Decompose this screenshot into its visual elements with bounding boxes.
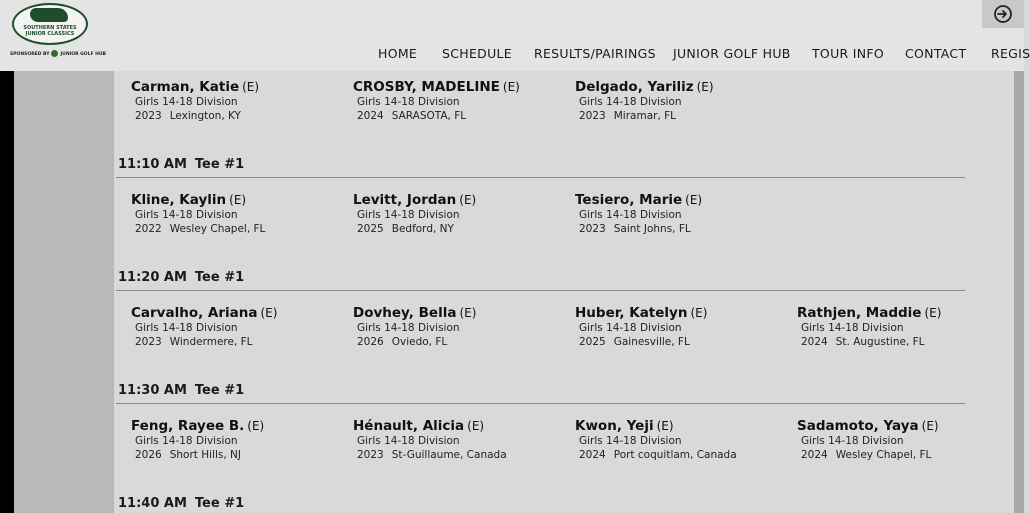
player-card — [353, 418, 507, 462]
player-info: 2024 Port coquitlam, Canada — [579, 449, 737, 461]
scrollbar[interactable] — [1014, 71, 1024, 513]
player-card — [575, 418, 737, 462]
tee-time-heading — [118, 496, 244, 511]
player-division: Girls 14-18 Division — [135, 435, 238, 447]
player-info: 2025 Bedford, NY — [357, 223, 454, 235]
player-card — [353, 79, 520, 123]
logo-sponsor — [10, 50, 106, 57]
player-card — [131, 79, 259, 123]
player-name[interactable]: Huber, Katelyn (E) — [575, 305, 708, 321]
player-name[interactable]: Levitt, Jordan (E) — [353, 192, 477, 208]
junior-golf-hub-icon — [51, 50, 58, 57]
nav-tour-info[interactable]: TOUR INFO — [812, 46, 885, 61]
player-card — [131, 305, 277, 349]
player-info: 2022 Wesley Chapel, FL — [135, 223, 266, 235]
player-name[interactable]: Kline, Kaylin (E) — [131, 192, 247, 208]
player-division: Girls 14-18 Division — [579, 209, 682, 221]
player-division: Girls 14-18 Division — [357, 96, 460, 108]
player-division: Girls 14-18 Division — [579, 96, 682, 108]
divider — [116, 290, 965, 291]
player-name[interactable]: Kwon, Yeji (E) — [575, 418, 674, 434]
player-card — [575, 79, 714, 123]
player-name[interactable]: CROSBY, MADELINE (E) — [353, 79, 520, 95]
player-card — [353, 305, 476, 349]
tee-time-heading — [118, 383, 244, 398]
logo-line2: JUNIOR CLASSICS — [25, 31, 75, 37]
player-name[interactable]: Carvalho, Ariana (E) — [131, 305, 278, 321]
player-card — [797, 305, 941, 349]
player-name[interactable]: Sadamoto, Yaya (E) — [797, 418, 939, 434]
player-division: Girls 14-18 Division — [135, 209, 238, 221]
player-name[interactable]: Tesiero, Marie (E) — [575, 192, 703, 208]
player-division: Girls 14-18 Division — [357, 209, 460, 221]
player-info: 2024 Wesley Chapel, FL — [801, 449, 932, 461]
player-name[interactable]: Delgado, Yariliz (E) — [575, 79, 714, 95]
dog-icon — [30, 8, 68, 22]
player-division: Girls 14-18 Division — [135, 322, 238, 334]
divider — [116, 403, 965, 404]
player-division: Girls 14-18 Division — [579, 435, 682, 447]
player-info: 2025 Gainesville, FL — [579, 336, 690, 348]
tee-number: Tee #1 — [194, 157, 245, 172]
logo-text — [16, 25, 84, 37]
player-card — [575, 192, 702, 236]
nav-schedule[interactable]: SCHEDULE — [442, 46, 512, 61]
site-logo[interactable] — [10, 3, 106, 61]
player-info: 2026 Short Hills, NJ — [135, 449, 241, 461]
tee-time: 11:40 AM — [118, 496, 187, 511]
nav-home[interactable]: HOME — [378, 46, 418, 61]
login-button[interactable] — [982, 0, 1024, 28]
sponsor-name: JUNIOR GOLF HUB — [60, 52, 106, 57]
player-info: 2023 Lexington, KY — [135, 110, 241, 122]
left-edge — [0, 71, 14, 513]
player-info: 2024 SARASOTA, FL — [357, 110, 467, 122]
player-card — [131, 418, 264, 462]
player-name[interactable]: Dovhey, Bella (E) — [353, 305, 477, 321]
player-division: Girls 14-18 Division — [801, 435, 904, 447]
player-name[interactable]: Feng, Rayee B. (E) — [131, 418, 265, 434]
player-card — [353, 192, 476, 236]
tee-time-heading — [118, 270, 244, 285]
sponsor-label: SPONSORED BY — [10, 52, 50, 57]
player-name[interactable]: Hénault, Alicia (E) — [353, 418, 485, 434]
player-division: Girls 14-18 Division — [135, 96, 238, 108]
player-division: Girls 14-18 Division — [579, 322, 682, 334]
player-card — [797, 418, 939, 462]
player-division: Girls 14-18 Division — [801, 322, 904, 334]
player-info: 2023 Miramar, FL — [579, 110, 677, 122]
tee-time: 11:20 AM — [118, 270, 187, 285]
player-info: 2023 Saint Johns, FL — [579, 223, 691, 235]
left-sidebar — [14, 71, 114, 513]
tee-number: Tee #1 — [194, 270, 245, 285]
player-name[interactable]: Carman, Katie (E) — [131, 79, 260, 95]
tee-time: 11:30 AM — [118, 383, 187, 398]
player-info: 2026 Oviedo, FL — [357, 336, 448, 348]
logo-line1: SOUTHERN STATES — [23, 25, 77, 31]
player-info: 2023 St-Guillaume, Canada — [357, 449, 507, 461]
player-info: 2023 Windermere, FL — [135, 336, 253, 348]
player-info: 2024 St. Augustine, FL — [801, 336, 925, 348]
divider — [116, 177, 965, 178]
player-name[interactable]: Rathjen, Maddie (E) — [797, 305, 942, 321]
player-card — [131, 192, 265, 236]
tee-number: Tee #1 — [194, 383, 245, 398]
login-icon — [993, 4, 1013, 24]
site-header — [0, 0, 1030, 71]
player-division: Girls 14-18 Division — [357, 322, 460, 334]
tee-time-heading — [118, 157, 244, 172]
player-division: Girls 14-18 Division — [357, 435, 460, 447]
nav-junior-golf-hub[interactable]: JUNIOR GOLF HUB — [673, 46, 791, 61]
nav-register[interactable]: REGIS — [991, 46, 1030, 61]
nav-contact[interactable]: CONTACT — [905, 46, 967, 61]
nav-results-pairings[interactable]: RESULTS/PAIRINGS — [534, 46, 656, 61]
player-card — [575, 305, 707, 349]
tee-number: Tee #1 — [194, 496, 245, 511]
tee-time: 11:10 AM — [118, 157, 187, 172]
